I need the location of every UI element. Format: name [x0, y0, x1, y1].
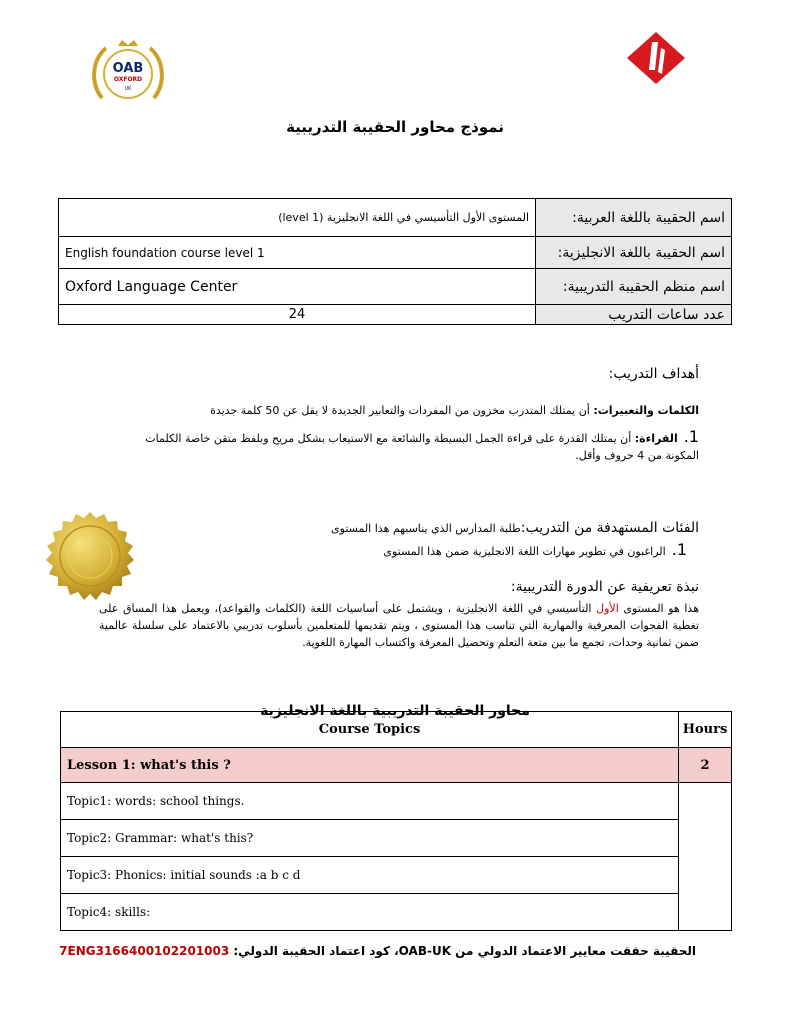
table-row [61, 857, 732, 894]
topic-cell: Topic1: words: school things. [61, 783, 679, 820]
course-name-ar-value: المستوى الأول التأسيسي في اللغة الانجليزية (level 1) [59, 199, 536, 237]
organizer-value: Oxford Language Center [59, 269, 536, 305]
footer-text: الحقيبة حققت معايير الاعتماد الدولي من OAB-UK، كود اعتماد الحقيبة الدولي: [233, 944, 696, 958]
target-heading: الفئات المستهدفة من التدريب: [520, 520, 699, 536]
target-text: طلبة المدارس الذي يناسبهم هذا المستوى [331, 522, 521, 535]
course-topics-header: Course Topics [61, 712, 679, 748]
reading-text: أن يمتلك القدرة على قراءة الجمل البسيطة والشائعة مع الاستيعاب بشكل مريح وبلفظ متقن خاصة الكلمات المكونة من 4 حروف وأقل. [145, 432, 699, 462]
hours-header: Hours [679, 712, 732, 748]
brief-text-part: هذا هو المستوى [618, 602, 699, 615]
page-title: نموذج محاور الحقيبة التدريبية [286, 118, 504, 136]
topic-cell: Topic3: Phonics: initial sounds :a b c d [61, 857, 679, 894]
topic-hours-cell [679, 783, 732, 931]
svg-text:UK: UK [124, 86, 132, 92]
course-topics-table [60, 711, 732, 931]
course-info-table [58, 198, 732, 325]
course-name-ar-label: اسم الحقيبة باللغة العربية: [536, 199, 732, 237]
vocab-label: الكلمات والتعبيرات: [593, 404, 699, 417]
list-number: 1. [671, 540, 687, 559]
topic-cell: Topic4: skills: [61, 894, 679, 931]
table-row [61, 783, 732, 820]
company-logo-icon [625, 30, 687, 86]
course-name-en-label: اسم الحقيبة باللغة الانجليزية: [536, 237, 732, 269]
topics-heading: محاور الحقيبة التدريبية باللغة الانجليزية [260, 703, 530, 719]
topic-cell: Topic2: Grammar: what's this? [61, 820, 679, 857]
svg-text:OAB: OAB [112, 61, 144, 76]
info-row [59, 269, 732, 305]
table-row [61, 894, 732, 931]
training-hours-value: 24 [59, 305, 536, 325]
brief-highlight: الأول [596, 602, 619, 615]
brief-text [99, 600, 699, 651]
oab-oxford-logo-icon [88, 38, 168, 106]
table-header-row [61, 712, 732, 748]
brief-heading: نبذة تعريفية عن الدورة التدريبية: [510, 579, 699, 595]
info-row [59, 199, 732, 237]
objectives-heading: أهداف التدريب: [608, 366, 699, 382]
info-row [59, 305, 732, 325]
target-groups [139, 520, 699, 560]
table-row [61, 820, 732, 857]
vocab-text: أن يمتلك المتدرب مخزون من المفردات والتعابير الجديدة لا يقل عن 50 كلمة جديدة [210, 404, 594, 417]
accreditation-footer [59, 944, 696, 958]
training-hours-label: عدد ساعات التدريب [536, 305, 732, 325]
lesson-row [61, 748, 732, 783]
course-name-en-value: English foundation course level 1 [59, 237, 536, 269]
list-number: 1. [683, 427, 699, 446]
reading-objective [139, 428, 699, 464]
svg-text:OXFORD: OXFORD [113, 76, 143, 83]
brief-text-part: التأسيسي في اللغة الانجليزية ، ويشتمل على أساسيات اللغة (الكلمات والقواعد)، ويعمل هذا المساق على تغطية الفجوات المعرفية والمهارية التي تناسب هذا المستوى ، ويتم تقديمها للمتعلمين بأسلوب تدريبي بالاعتماد على سلسلة عالمية ضمن ثمانية وحدات، تجمع ما بين متعة التعلم وتحصيل المعرفة واكتساب المهارة اللغوية. [99, 602, 699, 649]
info-row [59, 237, 732, 269]
accreditation-code: 3166400102201003‏7ENG [59, 944, 230, 958]
organizer-label: اسم منظم الحقيبة التدريبية: [536, 269, 732, 305]
lesson-title: Lesson 1: what's this ? [61, 748, 679, 783]
lesson-hours: 2 [679, 748, 732, 783]
target-item: الراغبون في تطوير مهارات اللغة الانجليزية ضمن هذا المستوى [383, 545, 666, 558]
reading-label: القراءة: [634, 432, 678, 445]
vocab-objective [99, 402, 699, 419]
gold-seal-icon [42, 510, 138, 606]
